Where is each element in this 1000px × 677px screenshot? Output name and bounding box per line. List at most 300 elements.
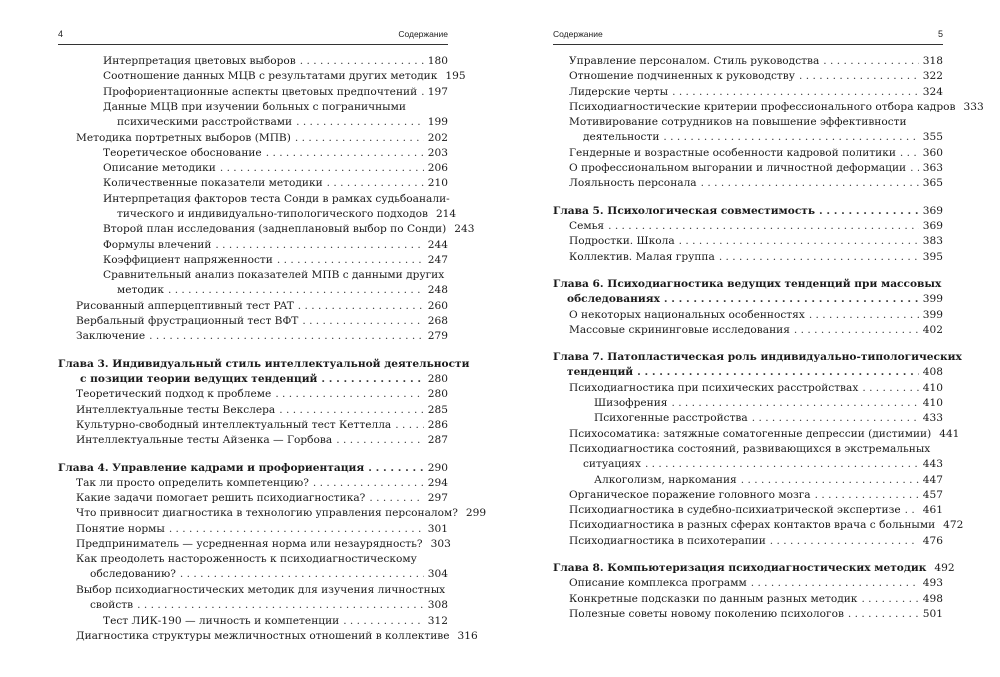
toc-page-number: 402 — [922, 323, 943, 336]
toc-page-number: 457 — [922, 488, 943, 501]
toc-entry-line — [58, 372, 448, 387]
toc-entry-title: Что привносит диагностика в технологию управления персоналом? — [76, 507, 458, 520]
toc-entry — [103, 253, 448, 268]
toc-page-number: 461 — [922, 504, 943, 517]
toc-entry-line — [103, 222, 475, 237]
toc-page-number: 365 — [922, 177, 943, 190]
toc-page-number: 287 — [427, 434, 448, 447]
toc-entry-line — [76, 387, 448, 402]
toc-entry — [569, 592, 943, 607]
toc-entry-title: Понятие нормы — [76, 522, 165, 535]
dot-leader — [295, 131, 424, 146]
toc-entry-line — [76, 299, 448, 314]
toc-entry-title: Культурно-свободный интеллектуальный тест Кеттелла — [76, 418, 392, 431]
left-page — [58, 0, 487, 677]
toc-entry — [569, 219, 943, 234]
running-title: Содержание — [553, 29, 603, 39]
toc-entry-title: с позиции теории ведущих тенденций — [80, 372, 318, 385]
toc-entry — [76, 522, 448, 537]
toc-entry — [569, 146, 943, 161]
toc-entry — [76, 629, 478, 644]
header-rule — [553, 44, 943, 45]
toc-page-number: 383 — [922, 235, 943, 248]
toc-entry-line — [569, 323, 943, 338]
toc-page-number: 210 — [427, 177, 448, 190]
toc-entry-title: Полезные советы новому поколению психологов — [569, 607, 844, 620]
toc-entry-line — [553, 561, 955, 576]
toc-entry — [76, 387, 448, 402]
toc-page-number: 312 — [427, 614, 448, 627]
toc-entry-line — [76, 583, 448, 598]
toc-page-number: 441 — [939, 427, 960, 440]
toc-entry-title: Тест ЛИК-190 — личность и компетенции — [103, 614, 340, 627]
toc-entry — [103, 222, 475, 237]
toc-entry — [569, 518, 964, 533]
toc-entry-title: Психодиагностика состояний, развивающихся в экстремальных — [569, 442, 931, 455]
toc-page-number: 206 — [427, 162, 448, 175]
toc-entry-title: Коэффициент напряженности — [103, 253, 273, 266]
dot-leader — [343, 614, 424, 629]
toc-chapter — [553, 204, 943, 219]
dot-leader — [275, 387, 423, 402]
toc-page-number: 268 — [427, 315, 448, 328]
dot-leader — [815, 488, 919, 503]
toc-page-number: 202 — [427, 131, 448, 144]
toc-page-number: 443 — [922, 457, 943, 470]
toc-entry-title: тенденций — [567, 366, 634, 379]
toc-entry-line — [569, 219, 943, 234]
dot-leader — [664, 292, 919, 307]
toc-page-number: 286 — [427, 418, 448, 431]
toc-page-number: 285 — [427, 403, 448, 416]
toc-entry-line — [569, 161, 943, 176]
toc-entry-title: Управление персоналом. Стиль руководства — [569, 55, 820, 67]
toc-entry-title: Массовые скрининговые исследования — [569, 323, 790, 336]
toc-entry-line — [103, 614, 448, 629]
toc-page-number: 303 — [430, 538, 451, 550]
dot-leader — [300, 54, 424, 69]
toc-entry-line — [103, 115, 448, 130]
toc-entry — [569, 442, 943, 472]
toc-entry-line — [76, 522, 448, 537]
toc-entry — [76, 583, 448, 613]
toc-page-number: 279 — [427, 330, 448, 343]
toc-entry-line — [569, 427, 960, 442]
toc-page-number: 301 — [427, 522, 448, 535]
toc-entry — [569, 85, 943, 100]
toc-page-number: 333 — [963, 100, 984, 113]
toc-entry — [76, 506, 487, 521]
toc-entry-line — [553, 204, 943, 219]
toc-entry-title: тического и индивидуально-типологического подходов — [117, 207, 428, 220]
toc-entry — [76, 314, 448, 329]
toc-entry-title: О некоторых национальных особенностях — [569, 308, 805, 321]
toc-entry-title: Гендерные и возрастные особенности кадровой политики — [569, 146, 896, 159]
dot-leader — [180, 567, 424, 582]
toc-entry-line — [76, 491, 448, 506]
toc-page-number: 399 — [922, 292, 943, 305]
toc-entry-title: обследованию? — [90, 568, 176, 581]
running-title: Содержание — [398, 29, 448, 39]
toc-entry-line — [569, 176, 943, 191]
toc-entry-line — [569, 592, 943, 607]
dot-leader — [637, 365, 919, 380]
running-header — [553, 29, 943, 43]
dot-leader — [369, 491, 423, 506]
toc-entry-line — [569, 488, 943, 503]
toc-entry-line — [76, 629, 478, 644]
dot-leader — [679, 234, 919, 249]
page-number: 4 — [58, 29, 64, 39]
toc-page-number: 195 — [445, 70, 466, 83]
toc-entry-title: психическими расстройствами — [117, 115, 293, 128]
toc-page-number: 243 — [454, 223, 475, 236]
dot-leader — [395, 418, 424, 433]
toc-entry-line — [103, 69, 466, 84]
toc-entry-title: Методика портретных выборов (МПВ) — [76, 131, 291, 144]
toc-chapter — [553, 277, 943, 307]
dot-leader — [861, 592, 918, 607]
dot-leader — [169, 522, 424, 537]
toc-entry — [76, 476, 448, 491]
toc-entry-title: методик — [117, 284, 164, 297]
toc-page-number: 324 — [922, 85, 943, 98]
toc-entry-line — [569, 234, 943, 249]
toc-entry-line — [569, 130, 943, 145]
toc-entry-line — [103, 253, 448, 268]
toc-entry-line — [103, 85, 448, 100]
toc-chapter — [553, 561, 955, 576]
toc-entry-line — [103, 283, 448, 298]
toc-entry-title: Глава 5. Психологическая совместимость — [553, 204, 816, 217]
toc-entry-line — [76, 506, 487, 521]
toc-entry-line — [58, 357, 470, 372]
toc-entry-title: Какие задачи помогает решить психодиагностика? — [76, 492, 366, 505]
toc-page-number: 399 — [922, 308, 943, 321]
toc-entry-title: обследованиях — [567, 292, 660, 305]
toc-page-number: 297 — [427, 492, 448, 505]
dot-leader — [215, 238, 423, 253]
toc-entry-title: Подростки. Школа — [569, 235, 675, 248]
toc-entry-title: Заключение — [76, 330, 146, 343]
toc-entry — [569, 115, 943, 145]
toc-entry-title: Рисованный апперцептивный тест PAT — [76, 299, 294, 312]
right-page — [553, 0, 984, 677]
toc-entry-line — [76, 598, 448, 613]
toc-entry-line — [103, 176, 448, 191]
toc-page-number: 260 — [427, 299, 448, 312]
toc-page-number: 493 — [922, 577, 943, 590]
dot-leader — [313, 476, 424, 491]
toc-entry-line — [569, 69, 943, 84]
toc-entry — [103, 54, 448, 69]
dot-leader — [672, 85, 919, 100]
toc-page-number: 369 — [922, 204, 943, 217]
toc-page-number: 360 — [922, 146, 943, 159]
toc-page-number: 369 — [922, 220, 943, 232]
toc-entry-line — [569, 54, 943, 69]
toc-page-number: 180 — [427, 55, 448, 67]
toc-entry — [103, 614, 448, 629]
toc-page-number: 316 — [457, 629, 478, 642]
dot-leader — [701, 176, 919, 191]
toc-entry-line — [553, 277, 943, 292]
toc-entry-title: Алкоголизм, наркомания — [594, 473, 737, 486]
toc-entry — [76, 552, 448, 582]
toc-page-number: 410 — [922, 397, 943, 409]
toc-entry-title: Так ли просто определить компетенцию? — [76, 476, 309, 489]
toc-entry-title: Интерпретация факторов теста Сонди в рамках судьбоанали- — [103, 192, 450, 205]
toc-entry-line — [76, 552, 448, 567]
toc-page-number: 280 — [427, 372, 448, 385]
toc-entry-line — [553, 350, 962, 365]
toc-page-number: 408 — [922, 366, 943, 379]
dot-leader — [751, 576, 919, 591]
toc-entry-title: Диагностика структуры межличностных отношений в коллективе — [76, 629, 450, 642]
toc-entry-title: Шизофрения — [594, 397, 668, 409]
toc-page-number: 248 — [427, 284, 448, 297]
toc-entry-line — [569, 85, 943, 100]
dot-leader — [608, 219, 919, 234]
toc-entry-line — [103, 161, 448, 176]
toc-entry-line — [569, 115, 943, 130]
toc-entry-title: ситуациях — [583, 457, 641, 470]
toc-page-number: 355 — [922, 131, 943, 144]
dot-leader — [321, 372, 423, 387]
toc-page-number: 197 — [427, 85, 448, 98]
toc-entry-title: Данные МЦВ при изучении больных с пограничными — [103, 100, 406, 113]
toc-entry-title: Теоретический подход к проблеме — [76, 388, 272, 401]
toc-entry-title: Описание комплекса программ — [569, 577, 747, 590]
toc-entry-line — [103, 192, 448, 207]
toc-entry-title: Интеллектуальные тесты Айзенка — Горбова — [76, 434, 333, 447]
toc-entry-line — [594, 396, 943, 411]
toc-entry — [103, 85, 448, 100]
toc-page-number: 410 — [922, 381, 943, 394]
toc-entry — [103, 100, 448, 130]
toc-page-number: 299 — [465, 507, 487, 520]
toc-entry — [569, 54, 943, 69]
toc-entry — [103, 268, 448, 298]
toc-entry-title: Коллектив. Малая группа — [569, 250, 715, 263]
toc-page-number: 501 — [922, 607, 943, 620]
toc-entry-title: Теоретическое обоснование — [103, 146, 262, 159]
dot-leader — [799, 69, 919, 84]
dot-leader — [752, 411, 919, 426]
toc-entry-title: Формулы влечений — [103, 238, 212, 251]
toc-entry — [569, 69, 943, 84]
toc-page-number: 476 — [922, 534, 943, 547]
toc-entry-line — [569, 146, 943, 161]
toc-entry — [569, 176, 943, 191]
toc-entry-line — [76, 418, 448, 433]
toc-entry-title: Глава 6. Психодиагностика ведущих тенденций при массовых — [553, 277, 942, 290]
toc-page-number: 308 — [427, 598, 448, 611]
toc-entry-line — [569, 518, 964, 533]
toc-entry-title: Психодиагностика в судебно-психиатрической экспертизе — [569, 504, 901, 517]
toc-entry-line — [594, 411, 943, 426]
toc-entry-line — [76, 567, 448, 582]
toc-entry — [103, 146, 448, 161]
toc-entry — [76, 433, 448, 448]
dot-leader — [298, 299, 424, 314]
toc-entry-line — [103, 54, 448, 69]
toc-entry — [594, 411, 943, 426]
toc-entry-line — [569, 503, 943, 518]
toc-page-number: 294 — [427, 476, 448, 489]
toc-entry-line — [569, 534, 943, 549]
toc-entry-line — [103, 238, 448, 253]
toc-entry-line — [569, 457, 943, 472]
toc-entry — [569, 323, 943, 338]
toc-page-number: 498 — [922, 592, 943, 605]
toc-entry — [103, 192, 457, 222]
toc-entry — [569, 488, 943, 503]
toc-entry-line — [569, 381, 943, 396]
toc-entry-line — [569, 576, 943, 591]
toc-entry-line — [594, 473, 943, 488]
dot-leader — [220, 161, 424, 176]
toc-page-number: 280 — [427, 388, 448, 401]
toc-entry — [569, 100, 984, 115]
toc-page-number: 203 — [427, 146, 448, 159]
dot-leader — [809, 308, 919, 323]
toc-entry — [76, 131, 448, 146]
toc-entry-title: Лояльность персонала — [569, 177, 697, 190]
dot-leader — [302, 314, 423, 329]
toc-entry — [569, 576, 943, 591]
dot-leader — [741, 473, 919, 488]
toc-entry-title: Глава 8. Компьютеризация психодиагностических методик — [553, 562, 927, 574]
dot-leader — [794, 323, 919, 338]
dot-leader — [862, 381, 918, 396]
toc-entry-line — [553, 365, 943, 380]
toc-entry-line — [569, 442, 943, 457]
toc-page-number: 322 — [922, 70, 943, 83]
dot-leader — [819, 204, 919, 219]
toc-entry-title: Конкретные подсказки по данным разных методик — [569, 592, 858, 605]
toc-entry — [76, 403, 448, 418]
toc-entry-line — [569, 100, 984, 115]
toc-entry-line — [76, 403, 448, 418]
toc-entry — [569, 427, 960, 442]
toc-entry-title: Сравнительный анализ показателей МПВ с данными других — [103, 269, 445, 282]
dot-leader — [645, 457, 919, 472]
toc-entry-title: Выбор психодиагностических методик для изучения личностных — [76, 583, 446, 596]
toc-chapter — [58, 461, 448, 476]
toc-entry — [569, 234, 943, 249]
toc-page-number: 247 — [427, 253, 448, 266]
toc-entry-title: Количественные показатели методики — [103, 177, 323, 190]
dot-leader — [279, 403, 424, 418]
dot-leader — [671, 396, 918, 411]
dot-leader — [168, 283, 424, 298]
toc-entry — [569, 250, 943, 265]
toc-page-number: 304 — [427, 568, 448, 581]
toc-entry-title: Отношение подчиненных к руководству — [569, 70, 795, 83]
toc-page-number: 214 — [435, 207, 457, 220]
toc-entry-title: Интеллектуальные тесты Векслера — [76, 403, 276, 416]
toc-entry-title: Интерпретация цветовых выборов — [103, 55, 296, 67]
toc-entry-title: Вербальный фрустрационный тест ВФТ — [76, 315, 299, 328]
toc-entry-line — [103, 207, 457, 222]
toc-page-number: 433 — [922, 412, 943, 425]
toc-entry-line — [569, 607, 943, 622]
dot-leader — [277, 253, 424, 268]
toc-entry-title: О профессиональном выгорании и личностной деформации — [569, 162, 907, 175]
toc-chapter — [58, 357, 470, 387]
toc-entry-title: Психодиагностика в разных сферах контактов врача с больными — [569, 519, 936, 532]
toc-entry — [569, 534, 943, 549]
toc-entry-title: Соотношение данных МЦВ с результатами других методик — [103, 70, 438, 83]
toc-entry-line — [76, 314, 448, 329]
toc-entry-title: Как преодолеть настороженность к психодиагностическому — [76, 553, 417, 566]
dot-leader — [905, 503, 919, 518]
toc-page-number: 492 — [934, 562, 955, 574]
toc-page-number: 447 — [922, 473, 943, 486]
toc-entry-title: Глава 3. Индивидуальный стиль интеллектуальной деятельности — [58, 357, 470, 370]
toc-entry — [569, 503, 943, 518]
running-header — [58, 29, 448, 43]
dot-leader — [910, 161, 919, 176]
toc-entry-title: свойств — [90, 598, 134, 611]
toc-entry-line — [76, 131, 448, 146]
toc-page-number: 244 — [427, 238, 448, 251]
dot-leader — [137, 598, 424, 613]
toc-entry — [569, 607, 943, 622]
toc-entry-line — [569, 250, 943, 265]
toc-entry-title: деятельности — [583, 131, 660, 144]
toc-entry-line — [76, 537, 451, 552]
toc-chapter — [553, 350, 962, 380]
toc-entry-line — [76, 329, 448, 344]
dot-leader — [266, 146, 424, 161]
toc-entry-line — [569, 308, 943, 323]
toc-entry-line — [553, 292, 943, 307]
dot-leader — [296, 115, 424, 130]
toc-entry — [103, 161, 448, 176]
toc-entry — [103, 238, 448, 253]
toc-entry — [76, 299, 448, 314]
toc-entry-title: Глава 7. Патопластическая роль индивидуально-типологических — [553, 351, 962, 364]
dot-leader — [368, 461, 424, 476]
dot-leader — [900, 146, 919, 161]
toc-entry-title: Лидерские черты — [569, 85, 669, 98]
toc-entry — [594, 396, 943, 411]
toc-entry-title: Органическое поражение головного мозга — [569, 488, 811, 501]
dot-leader — [848, 607, 919, 622]
toc-entry — [594, 473, 943, 488]
page-number: 5 — [937, 29, 943, 39]
toc-page-number: 199 — [427, 115, 448, 128]
toc-entry-title: Психодиагностические критерии профессионального отбора кадров — [569, 100, 956, 113]
toc-entry-title: Психодиагностика при психических расстройствах — [569, 381, 859, 394]
toc-page-number: 472 — [943, 519, 964, 532]
toc-entry — [569, 308, 943, 323]
toc-entry — [103, 69, 466, 84]
toc-entry — [76, 491, 448, 506]
toc-entry — [103, 176, 448, 191]
toc-entry-title: Предприниматель — усредненная норма или незаурядность? — [76, 538, 423, 550]
toc-entry-title: Семья — [569, 220, 605, 232]
toc-entry-title: Профориентационные аспекты цветовых предпочтений — [103, 85, 418, 98]
toc-entry-line — [103, 100, 448, 115]
toc-entry — [76, 329, 448, 344]
toc-entry-line — [76, 476, 448, 491]
toc-entry-title: Психосоматика: затяжные соматогенные депрессии (дистимии) — [569, 427, 932, 440]
dot-leader — [336, 433, 424, 448]
toc-page-number: 363 — [922, 162, 943, 175]
